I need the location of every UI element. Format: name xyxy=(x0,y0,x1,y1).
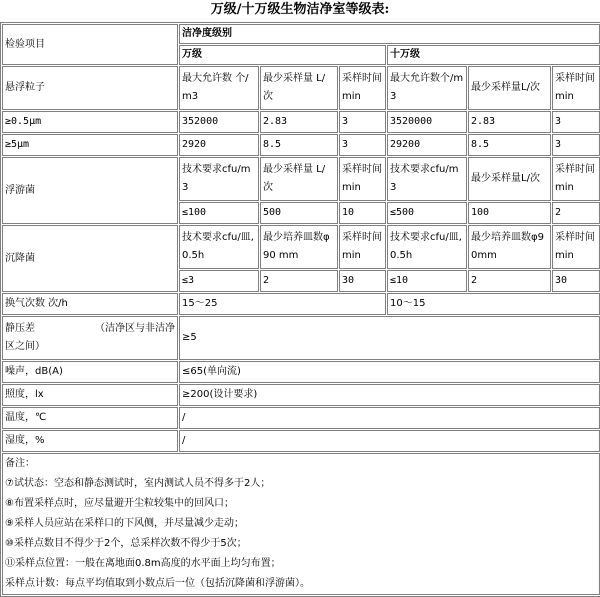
table-cell: 2 xyxy=(468,270,551,292)
static-pressure-row xyxy=(2,316,600,360)
temperature-row xyxy=(2,407,600,429)
table-cell: 2920 xyxy=(179,134,259,156)
floating-requirement-header-2: 技术要求cfu/m3 xyxy=(387,157,467,201)
particles-header-row xyxy=(2,66,600,110)
particle-size-label: ≥5μm xyxy=(2,134,178,156)
table-cell: 3520000 xyxy=(387,111,467,133)
temperature-value: / xyxy=(179,407,600,429)
table-cell: 100 xyxy=(468,202,551,224)
notes-cell xyxy=(2,453,600,595)
particles-max-count-header-2: 最大允许数个/m3 xyxy=(387,66,467,110)
table-cell: 3 xyxy=(339,134,386,156)
table-cell: 2.83 xyxy=(260,111,338,133)
settling-min-dishes-header-2: 最少培养皿数φ90mm xyxy=(468,225,551,269)
air-change-value-100000: 10～15 xyxy=(387,293,600,315)
notes-title: 备注： xyxy=(5,458,35,469)
settling-min-dishes-header-1: 最少培养皿数φ90 mm xyxy=(260,225,338,269)
particles-sample-time-header-2: 采样时间min xyxy=(552,66,600,110)
noise-label: 噪声，dB(A) xyxy=(2,361,178,383)
table-cell: 352000 xyxy=(179,111,259,133)
particle-size-label: ≥0.5μm xyxy=(2,111,178,133)
table-cell: ≤100 xyxy=(179,202,259,224)
table-cell: ≤3 xyxy=(179,270,259,292)
floating-requirement-header-1: 技术要求cfu/m3 xyxy=(179,157,259,201)
floating-bacteria-label: 浮游菌 xyxy=(2,157,178,224)
note-item: ⑦试状态：空态和静态测试时，室内测试人员不得多于2人； xyxy=(5,478,271,489)
table-cell: 29200 xyxy=(387,134,467,156)
static-pressure-note: （洁净区与非洁净区之间） xyxy=(5,323,175,352)
floating-sample-time-header-1: 采样时间min xyxy=(339,157,386,201)
level-100000-header: 十万级 xyxy=(387,45,600,65)
header-row xyxy=(2,24,600,44)
clean-room-grade-table xyxy=(0,22,600,597)
floating-min-volume-header-2: 最少采样量L/次 xyxy=(468,157,551,201)
table-row xyxy=(2,111,600,133)
level-10000-header: 万级 xyxy=(179,45,386,65)
table-cell: 2 xyxy=(260,270,338,292)
settling-requirement-header-1: 技术要求cfu/皿,0.5h xyxy=(179,225,259,269)
humidity-row xyxy=(2,430,600,452)
particles-min-volume-header-2: 最少采样量L/次 xyxy=(468,66,551,110)
noise-row xyxy=(2,361,600,383)
illumination-value: ≥200(设计要求) xyxy=(179,384,600,406)
table-cell: 10 xyxy=(339,202,386,224)
particles-min-volume-header-1: 最少采样量 L/次 xyxy=(260,66,338,110)
particles-sample-time-header-1: 采样时间min xyxy=(339,66,386,110)
particles-max-count-header-1: 最大允许数 个/m3 xyxy=(179,66,259,110)
static-pressure-title: 静压差 xyxy=(5,323,35,334)
table-cell: 500 xyxy=(260,202,338,224)
air-change-row xyxy=(2,293,600,315)
note-item: ⑪采样点位置：一般在离地面0.8m高度的水平面上均匀布置； xyxy=(5,558,281,569)
settling-bacteria-label: 沉降菌 xyxy=(2,225,178,292)
humidity-value: / xyxy=(179,430,600,452)
static-pressure-value: ≥5 xyxy=(179,316,600,360)
table-cell: 3 xyxy=(552,111,600,133)
illumination-label: 照度，lx xyxy=(2,384,178,406)
cleanliness-level-header: 洁净度级别 xyxy=(179,24,600,44)
inspection-item-header: 检验项目 xyxy=(2,24,178,65)
table-cell: 2 xyxy=(552,202,600,224)
noise-value: ≤65(单向流) xyxy=(179,361,600,383)
table-cell: 3 xyxy=(339,111,386,133)
settling-requirement-header-2: 技术要求cfu/皿,0.5h xyxy=(387,225,467,269)
table-cell: 8.5 xyxy=(468,134,551,156)
notes-row xyxy=(2,453,600,595)
table-cell: 30 xyxy=(339,270,386,292)
floating-min-volume-header-1: 最少采样量 L/次 xyxy=(260,157,338,201)
temperature-label: 温度，℃ xyxy=(2,407,178,429)
air-change-value-10000: 15～25 xyxy=(179,293,386,315)
air-change-label: 换气次数 次/h xyxy=(2,293,178,315)
table-cell: 30 xyxy=(552,270,600,292)
table-cell: ≤500 xyxy=(387,202,467,224)
humidity-label: 湿度，% xyxy=(2,430,178,452)
settling-sample-time-header-2: 采样时间min xyxy=(552,225,600,269)
settling-sample-time-header-1: 采样时间min xyxy=(339,225,386,269)
table-cell: ≤10 xyxy=(387,270,467,292)
table-cell: 2.83 xyxy=(468,111,551,133)
floating-bacteria-header-row xyxy=(2,157,600,201)
table-row xyxy=(2,134,600,156)
particles-label: 悬浮粒子 xyxy=(2,66,178,110)
note-item: ⑩采样点数目不得少于2个，总采样次数不得少于5次； xyxy=(5,538,247,549)
note-item: ⑨采样人员应站在采样口的下风侧，并尽量减少走动； xyxy=(5,518,244,529)
static-pressure-label xyxy=(2,316,178,360)
table-cell: 3 xyxy=(552,134,600,156)
settling-bacteria-header-row xyxy=(2,225,600,269)
table-cell: 8.5 xyxy=(260,134,338,156)
note-item: 采样点计数：每点平均值取到小数点后一位（包括沉降菌和浮游菌）。 xyxy=(5,578,310,589)
note-item: ⑧布置采样点时，应尽量避开尘粒较集中的回风口； xyxy=(5,498,234,509)
floating-sample-time-header-2: 采样时间min xyxy=(552,157,600,201)
page-title: 万级/十万级生物洁净室等级表: xyxy=(210,2,390,17)
illumination-row xyxy=(2,384,600,406)
